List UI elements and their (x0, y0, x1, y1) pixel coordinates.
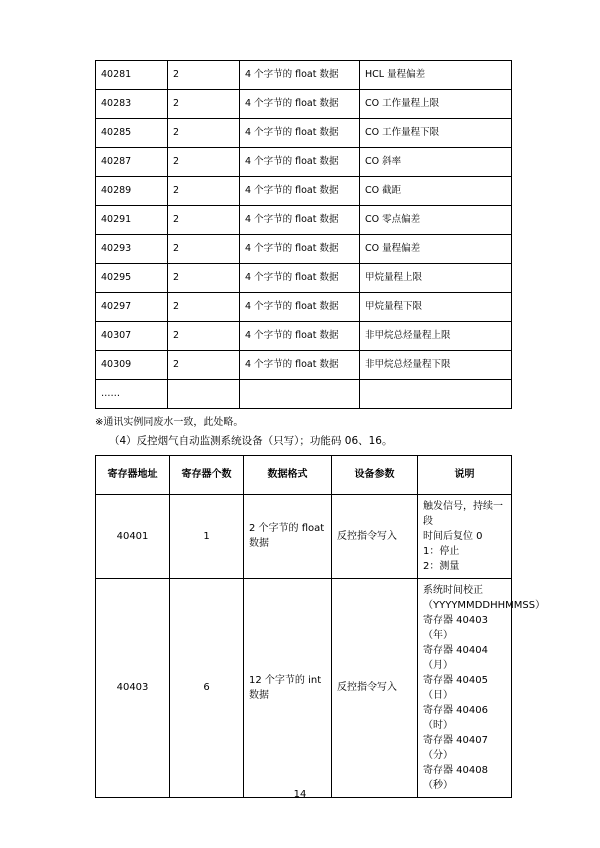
cell-description: CO 截距 (360, 177, 512, 206)
cell-address: 40401 (96, 494, 170, 578)
table2-head (96, 455, 512, 494)
table-row (96, 90, 512, 119)
cell-address: 40297 (96, 293, 168, 322)
cell-count: 2 (168, 90, 240, 119)
cell-description: CO 斜率 (360, 148, 512, 177)
cell-address: 40285 (96, 119, 168, 148)
note-line: 系统时间校正 (423, 584, 483, 596)
cell-format: 12 个字节的 int 数据 (244, 578, 332, 797)
cell-format: 2 个字节的 float 数据 (244, 494, 332, 578)
table-row (96, 494, 512, 578)
cell-description: CO 工作量程下限 (360, 119, 512, 148)
note-line: 寄存器 40403（年） (423, 614, 488, 641)
cell-param: 反控指令写入 (332, 494, 418, 578)
note-line: 寄存器 40404（月） (423, 644, 488, 671)
cell-address: 40287 (96, 148, 168, 177)
cell-count: 2 (168, 148, 240, 177)
table1-body (96, 61, 512, 409)
cell-format: 4 个字节的 float 数据 (240, 177, 360, 206)
table-row (96, 578, 512, 797)
cell-format: 4 个字节的 float 数据 (240, 293, 360, 322)
cell-description: 非甲烷总烃量程上限 (360, 322, 512, 351)
cell-format: 4 个字节的 float 数据 (240, 61, 360, 90)
column-header-address: 寄存器地址 (96, 455, 170, 494)
cell-description: 非甲烷总烃量程下限 (360, 351, 512, 380)
cell-format: 4 个字节的 float 数据 (240, 322, 360, 351)
cell-format: 4 个字节的 float 数据 (240, 264, 360, 293)
cell-format: 4 个字节的 float 数据 (240, 148, 360, 177)
cell-note (418, 578, 546, 797)
table-row (96, 322, 512, 351)
cell-note (418, 494, 512, 578)
cell-address: 40309 (96, 351, 168, 380)
column-header-format: 数据格式 (244, 455, 332, 494)
cell-address: 40281 (96, 61, 168, 90)
note-line: 寄存器 40407（分） (423, 734, 488, 761)
table-row (96, 293, 512, 322)
cell-address: 40307 (96, 322, 168, 351)
table-row (96, 206, 512, 235)
cell-format: 4 个字节的 float 数据 (240, 235, 360, 264)
table-row (96, 264, 512, 293)
cell-description: CO 零点偏差 (360, 206, 512, 235)
cell-count: 6 (170, 578, 244, 797)
cell-count: 2 (168, 293, 240, 322)
cell-param: 反控指令写入 (332, 578, 418, 797)
cell-count: 1 (170, 494, 244, 578)
cell-address: …… (96, 380, 168, 409)
table2-body (96, 494, 546, 797)
cell-count: 2 (168, 264, 240, 293)
cell-format: 4 个字节的 float 数据 (240, 90, 360, 119)
note-line: 寄存器 40405（日） (423, 674, 488, 701)
note-line: 触发信号，持续一段 (423, 500, 503, 527)
cell-format: 4 个字节的 float 数据 (240, 119, 360, 148)
cell-description: CO 量程偏差 (360, 235, 512, 264)
cell-address: 40291 (96, 206, 168, 235)
cell-count: 2 (168, 177, 240, 206)
cell-format (240, 380, 360, 409)
cell-address: 40293 (96, 235, 168, 264)
register-table-control-commands (95, 455, 546, 798)
table-header-row (96, 455, 512, 494)
cell-count: 2 (168, 351, 240, 380)
cell-description: 甲烷量程下限 (360, 293, 512, 322)
table-row (96, 119, 512, 148)
cell-count: 2 (168, 322, 240, 351)
cell-address: 40283 (96, 90, 168, 119)
cell-address: 40295 (96, 264, 168, 293)
column-header-count: 寄存器个数 (170, 455, 244, 494)
table-row (96, 177, 512, 206)
cell-description (360, 380, 512, 409)
cell-count: 2 (168, 61, 240, 90)
communication-note: ※通讯实例同废水一致，此处略。 (95, 417, 244, 428)
note-line: 寄存器 40406（时） (423, 704, 488, 731)
note-line: 2：测量 (423, 560, 460, 572)
cell-description: HCL 量程偏差 (360, 61, 512, 90)
register-table-smoke-params (95, 60, 512, 409)
note-line: 时间后复位 0 (423, 530, 483, 542)
section-title: （4）反控烟气自动监测系统设备（只写）；功能码 06、16。 (109, 435, 393, 447)
note-line: 1：停止 (423, 545, 460, 557)
page-number: 14 (293, 789, 307, 800)
cell-format: 4 个字节的 float 数据 (240, 206, 360, 235)
cell-count: 2 (168, 235, 240, 264)
cell-count (168, 380, 240, 409)
table-row (96, 351, 512, 380)
cell-address: 40289 (96, 177, 168, 206)
table-row (96, 235, 512, 264)
cell-count: 2 (168, 119, 240, 148)
table-row (96, 148, 512, 177)
table-row (96, 61, 512, 90)
column-header-param: 设备参数 (332, 455, 418, 494)
cell-format: 4 个字节的 float 数据 (240, 351, 360, 380)
note-line: （YYYYMMDDHHMMSS） (423, 599, 546, 611)
table-row (96, 380, 512, 409)
cell-description: 甲烷量程上限 (360, 264, 512, 293)
cell-count: 2 (168, 206, 240, 235)
column-header-note: 说明 (418, 455, 512, 494)
cell-address: 40403 (96, 578, 170, 797)
note-line: 寄存器 40408（秒） (423, 764, 488, 791)
cell-description: CO 工作量程上限 (360, 90, 512, 119)
